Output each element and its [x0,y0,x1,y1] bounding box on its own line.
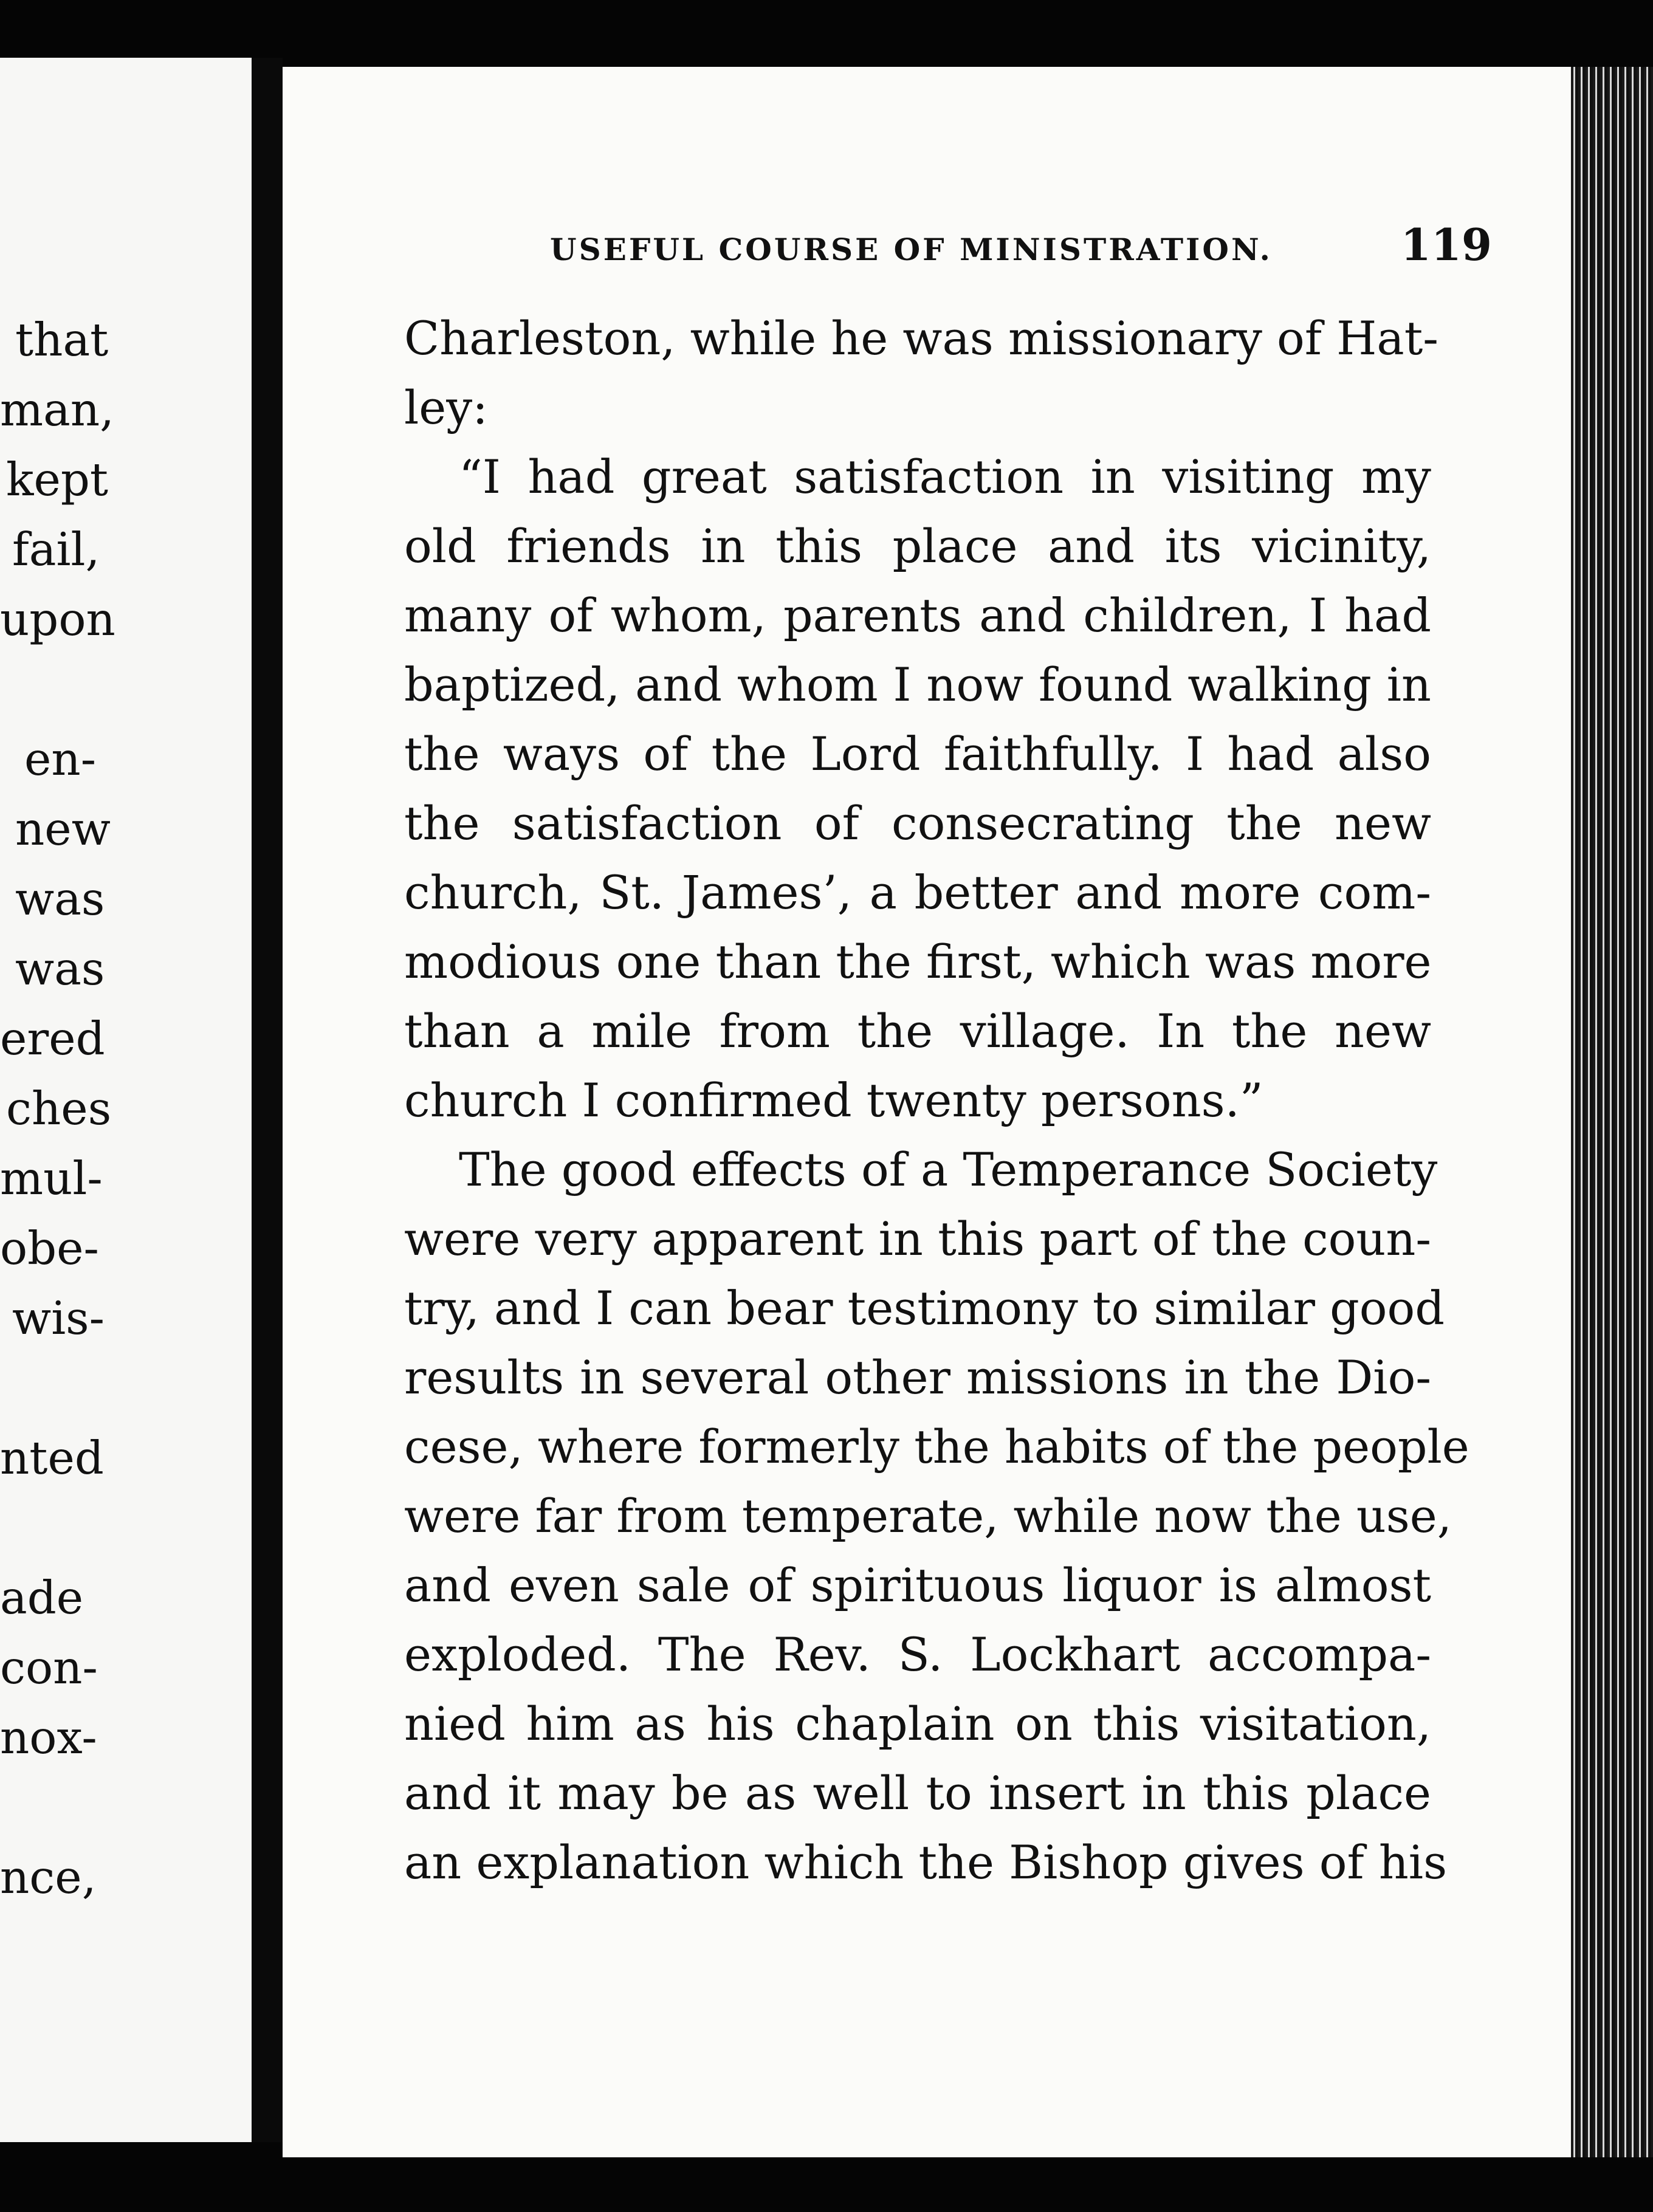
facing-page-fragment: nce, [0,1850,97,1904]
text-line: the satisfaction of consecrating the new [404,796,1431,850]
text-line: modious one than the first, which was more [404,935,1432,989]
facing-page-fragment: man, [0,383,114,436]
facing-page-fragment: en- [24,732,97,786]
facing-page-fragment: con- [0,1641,98,1694]
running-title: USEFUL COURSE OF MINISTRATION. [550,232,1273,267]
page-number: 119 [1400,219,1492,270]
facing-page-fragment: was [15,942,105,995]
paragraph [404,1135,1469,1897]
facing-page-fragment: nted [0,1431,104,1485]
facing-page-fragment: ade [0,1571,84,1624]
text-line: Charleston, while he was missionary of Hat- [404,311,1438,365]
text-line: cese, where formerly the habits of the people [404,1420,1469,1474]
facing-page-fragment: fail, [12,523,100,576]
text-line: and it may be as well to insert in this place [404,1766,1431,1820]
facing-page-fragment: ered [0,1012,105,1065]
page-edges [1571,67,1653,2157]
facing-page [0,58,261,2142]
text-line: results in several other missions in the Dio- [404,1350,1431,1404]
text-line: baptized, and whom I now found walking in [404,658,1431,712]
text-line: exploded. The Rev. S. Lockhart accompa- [404,1627,1431,1681]
facing-page-fragment: that [15,313,109,366]
text-line: than a mile from the village. In the new [404,1004,1431,1058]
facing-page-fragment: new [15,802,111,856]
text-line: “I had great satisfaction in visiting my [459,450,1431,504]
facing-page-fragment: upon [0,592,115,646]
facing-page-fragment: ches [6,1082,112,1135]
facing-page-fragment: nox- [0,1711,97,1764]
facing-page-fragment: was [15,872,105,926]
text-line: and even sale of spirituous liquor is almost [404,1558,1431,1612]
text-line: ley: [404,380,488,434]
text-line: the ways of the Lord faithfully. I had also [404,727,1431,781]
text-line: church I confirmed twenty persons.” [404,1073,1263,1127]
text-line: an explanation which the Bishop gives of his [404,1835,1448,1889]
page-gutter [261,58,283,2142]
text-line: nied him as his chaplain on this visitation, [404,1697,1431,1751]
main-page [283,67,1571,2157]
text-line: many of whom, parents and children, I had [404,588,1431,642]
facing-page-fragment: mul- [0,1152,103,1205]
text-line: The good effects of a Temperance Society [459,1142,1438,1197]
running-head [550,219,1492,270]
text-line: were very apparent in this part of the coun- [404,1212,1431,1266]
scan-border [0,2157,1653,2212]
paragraph [404,304,1438,442]
paragraph [404,442,1431,1135]
book-spine [252,58,261,2142]
facing-page-fragment: kept [6,453,108,506]
text-line: try, and I can bear testimony to similar good [404,1281,1445,1335]
facing-page-fragment: obe- [0,1221,99,1275]
body-text [404,304,1469,1897]
text-line: old friends in this place and its vicinity, [404,519,1431,573]
facing-page-fragment: wis- [12,1291,105,1345]
text-line: were far from temperate, while now the use, [404,1489,1452,1543]
text-line: church, St. James’, a better and more com- [404,865,1431,919]
